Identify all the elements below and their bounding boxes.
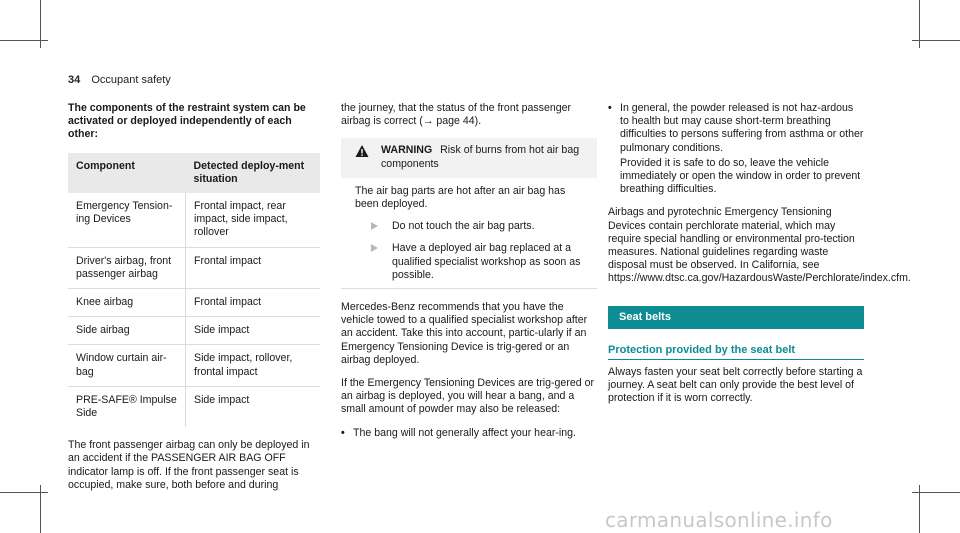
warning-text: The air bag parts are hot after an air bag has been deployed. (355, 184, 566, 211)
warning-title: WARNING (381, 144, 433, 157)
table-header-component: Component (68, 153, 186, 193)
table-cell: Emergency Tension-ing Devices (68, 193, 186, 247)
column-left (68, 102, 323, 502)
passenger-airbag-paragraph: The front passenger airbag can only be deployed in an accident if the PASSENGER AIR BAG OFF indicator lamp is off. If the front passenger seat is occupied, make sure, both before and during (68, 439, 310, 491)
table-row (68, 317, 320, 345)
table-cell: Frontal impact, rear impact, side impact, rollover (186, 193, 321, 247)
arrow-right-icon (371, 222, 378, 230)
list-item-text: The bang will not generally affect your hear-ing. (353, 426, 576, 439)
deployment-table (68, 153, 320, 428)
table-cell: Driver's airbag, front passenger airbag (68, 247, 186, 288)
table-cell: Knee airbag (68, 289, 186, 317)
arrow-right-icon (371, 244, 378, 252)
table-cell: Frontal impact (186, 247, 321, 288)
warning-action-item (355, 220, 589, 233)
bullet-icon: • (608, 102, 612, 114)
table-intro-heading: The components of the restraint system can be activated or deployed independently of each other: (68, 102, 306, 141)
table-header-row (68, 153, 320, 193)
perchlorate-paragraph: Airbags and pyrotechnic Emergency Tensioning Devices contain perchlorate material, which may require special handling or environmental pro-tection measures. National guidelines regarding waste disposal must be observed. In California, see https://www.dtsc.ca.gov/HazardousWaste/Perchlorate/index.cfm. (608, 206, 911, 285)
column-right (608, 102, 911, 416)
table-cell: PRE-SAFE® Impulse Side (68, 386, 186, 427)
column-middle (341, 102, 597, 448)
warning-triangle-icon (355, 144, 369, 158)
table-cell: Frontal impact (186, 289, 321, 317)
crop-mark (0, 492, 48, 493)
table-row (68, 289, 320, 317)
warning-box (341, 138, 597, 289)
table-header-situation: Detected deploy-ment situation (186, 153, 321, 193)
deployment-paragraph: If the Emergency Tensioning Devices are trig-gered or an airbag is deployed, you will hear a bang, and a small amount of powder may also be released: (341, 377, 595, 416)
warning-action-item (355, 242, 589, 282)
bullet-list (608, 102, 864, 155)
warning-header (341, 138, 597, 177)
list-item-continuation: Provided it is safe to do so, leave the vehicle immediately or open the window in order to prevent breathing difficulties. (620, 156, 861, 196)
table-cell: Window curtain air-bag (68, 345, 186, 386)
page-header (68, 74, 171, 86)
crop-mark (912, 492, 960, 493)
section-name: Occupant safety (91, 74, 171, 86)
warning-action-text: Do not touch the air bag parts. (392, 220, 535, 233)
page-number: 34 (68, 74, 81, 86)
towing-paragraph: Mercedes-Benz recommends that you have the vehicle towed to a qualified specialist workshop after an accident. Take this into account, partic-ularly if an Emergency Tensioning Device is trig-gered or an airbag deployed. (341, 301, 588, 366)
journey-paragraph: the journey, that the status of the front passenger airbag is correct (→ page 44). (341, 102, 572, 128)
table-cell: Side impact (194, 393, 250, 406)
table-cell: Side impact, rollover, frontal impact (186, 345, 321, 386)
crop-mark (0, 40, 48, 41)
bullet-icon: • (341, 426, 345, 439)
list-item-text: In general, the powder released is not haz-ardous to health but may cause short-term breathing difficulties to persons suffering from asthma or other pulmonary conditions. (620, 102, 864, 154)
list-item (608, 102, 864, 155)
crop-mark (912, 40, 960, 41)
table-cell: Side impact (186, 317, 321, 345)
seat-belt-paragraph: Always fasten your seat belt correctly before starting a journey. A seat belt can only provide the best level of protection if it is worn correctly. (608, 366, 863, 405)
table-cell: Side airbag (68, 317, 186, 345)
watermark: carmanualsonline.info (605, 508, 833, 532)
warning-subtitle: Risk of burns from hot air bag components (381, 144, 580, 170)
subsection-title: Protection provided by the seat belt (608, 344, 864, 360)
warning-action-text: Have a deployed air bag replaced at a qualified specialist workshop as soon as possible. (392, 242, 581, 281)
bullet-list (341, 427, 597, 440)
table-row (68, 247, 320, 288)
warning-body (341, 178, 597, 288)
list-item (341, 427, 597, 440)
table-row (68, 345, 320, 386)
table-row (68, 386, 320, 427)
table-row (68, 193, 320, 247)
section-title: Seat belts (608, 306, 864, 329)
